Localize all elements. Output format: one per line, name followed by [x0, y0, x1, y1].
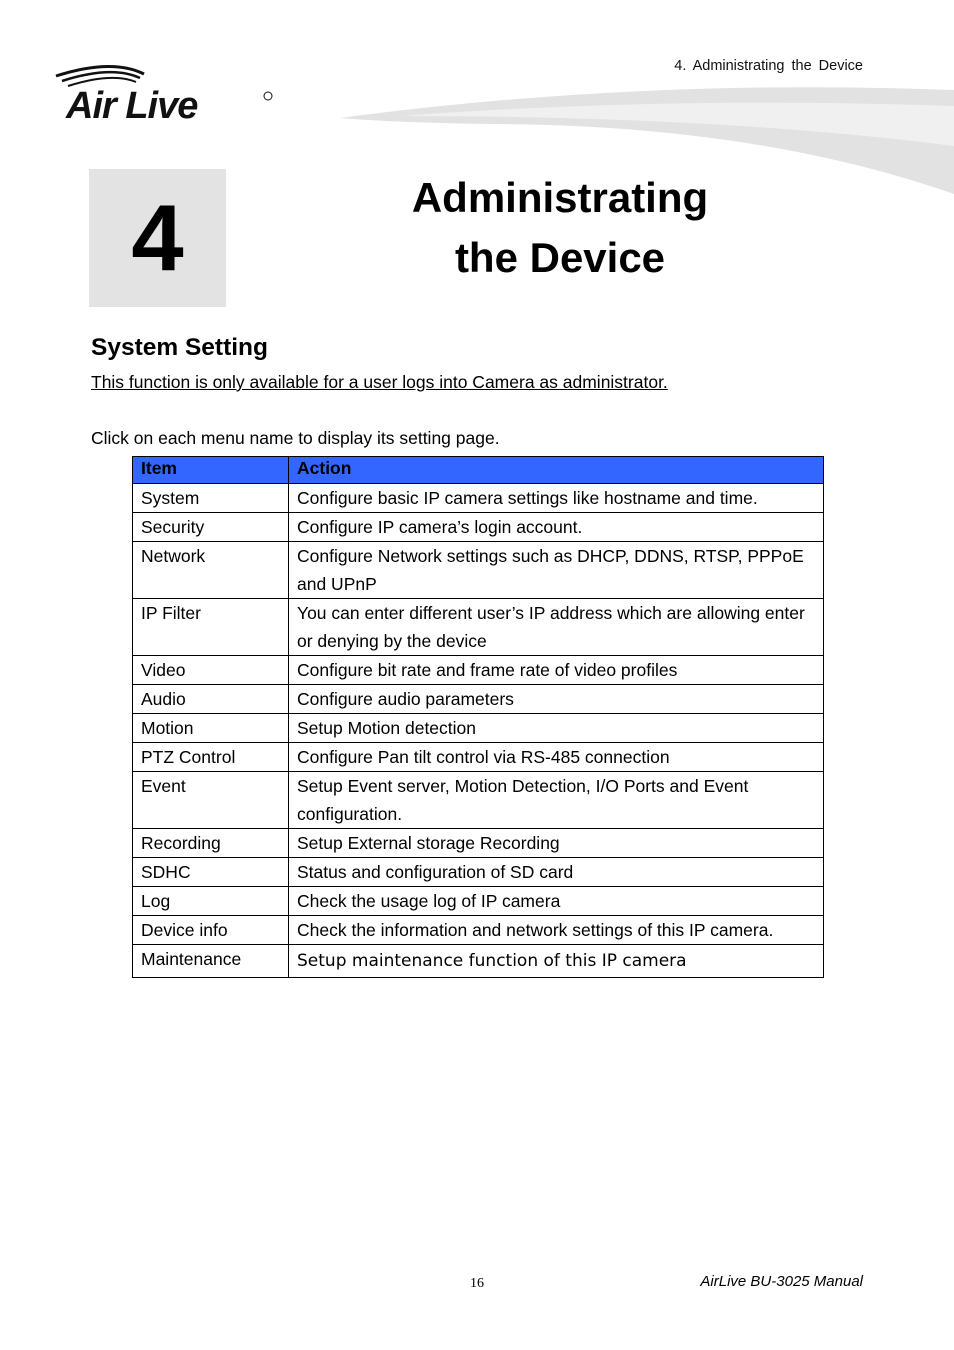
table-row — [133, 513, 824, 542]
table-header-row — [133, 457, 824, 484]
column-header-action: Action — [289, 457, 824, 484]
item-cell: Video — [133, 656, 289, 685]
action-cell: You can enter different user’s IP address which are allowing enter or denying by the device — [289, 599, 824, 656]
table-row — [133, 685, 824, 714]
manual-name: AirLive BU-3025 Manual — [700, 1273, 863, 1290]
airlive-logo — [52, 60, 282, 124]
action-cell: Setup External storage Recording — [289, 829, 824, 858]
table-row — [133, 945, 824, 978]
item-cell: Recording — [133, 829, 289, 858]
item-cell: Security — [133, 513, 289, 542]
table-row — [133, 772, 824, 829]
chapter-title — [400, 168, 720, 288]
svg-text:Air Live: Air Live — [66, 85, 198, 124]
intro-text: Click on each menu name to display its setting page. — [91, 428, 500, 448]
running-header: 4. Administrating the Device — [674, 58, 863, 74]
item-cell: System — [133, 484, 289, 513]
table-row — [133, 542, 824, 599]
action-cell: Check the information and network settings of this IP camera. — [289, 916, 824, 945]
item-cell: Audio — [133, 685, 289, 714]
table-row — [133, 829, 824, 858]
item-cell: IP Filter — [133, 599, 289, 656]
chapter-number-box — [89, 169, 226, 307]
action-cell: Configure basic IP camera settings like hostname and time. — [289, 484, 824, 513]
action-cell: Configure bit rate and frame rate of video profiles — [289, 656, 824, 685]
table-row — [133, 916, 824, 945]
chapter-number: 4 — [131, 185, 184, 290]
item-cell: Maintenance — [133, 945, 289, 978]
section-heading: System Setting — [91, 334, 268, 361]
item-cell: Event — [133, 772, 289, 829]
action-cell: Configure IP camera’s login account. — [289, 513, 824, 542]
action-cell: Configure Pan tilt control via RS-485 connection — [289, 743, 824, 772]
table-row — [133, 743, 824, 772]
item-cell: PTZ Control — [133, 743, 289, 772]
action-cell: Status and configuration of SD card — [289, 858, 824, 887]
column-header-item: Item — [133, 457, 289, 484]
section-note: This function is only available for a user logs into Camera as administrator. — [91, 372, 668, 392]
item-cell: Motion — [133, 714, 289, 743]
page-number: 16 — [470, 1276, 484, 1291]
table-row — [133, 599, 824, 656]
table-row — [133, 887, 824, 916]
item-cell: Device info — [133, 916, 289, 945]
action-cell: Configure Network settings such as DHCP, DDNS, RTSP, PPPoE and UPnP — [289, 542, 824, 599]
action-cell: Setup Motion detection — [289, 714, 824, 743]
item-cell: Network — [133, 542, 289, 599]
table-row — [133, 858, 824, 887]
item-cell: SDHC — [133, 858, 289, 887]
action-cell: Check the usage log of IP camera — [289, 887, 824, 916]
action-cell: Configure audio parameters — [289, 685, 824, 714]
chapter-title-line1: Administrating — [411, 174, 709, 221]
table-row — [133, 656, 824, 685]
table-row — [133, 714, 824, 743]
chapter-title-line2: the Device — [454, 234, 666, 281]
action-cell: Setup maintenance function of this IP camera — [289, 945, 824, 978]
action-cell: Setup Event server, Motion Detection, I/O Ports and Event configuration. — [289, 772, 824, 829]
table-row — [133, 484, 824, 513]
menu-table — [132, 456, 824, 978]
item-cell: Log — [133, 887, 289, 916]
